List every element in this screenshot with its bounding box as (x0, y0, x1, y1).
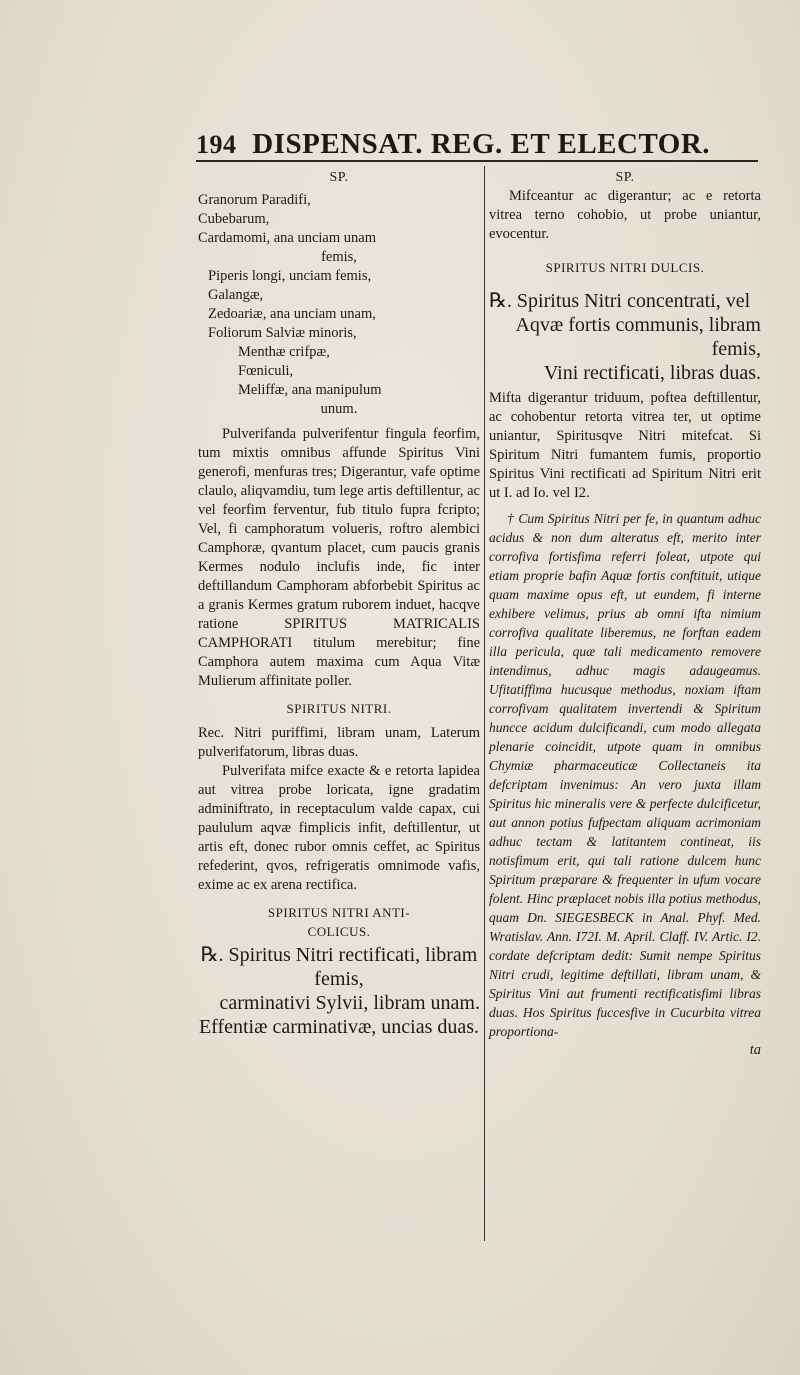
section-heading: SPIRITUS NITRI ANTI- (267, 905, 411, 920)
ingredient: femis, (321, 249, 357, 265)
recipe-line: ℞. Spiritus Nitri concentrati, vel (489, 290, 751, 312)
page-number: 194 (196, 130, 237, 159)
ingredient: Cubebarum, (198, 211, 270, 227)
recipe-line: ℞. Spiritus Nitri rectificati, libram femis, (200, 944, 478, 990)
ingredient: Granorum Paradifi, (198, 192, 311, 208)
sp-mark: SP. (329, 170, 349, 185)
section-heading: SPIRITUS NITRI. (286, 701, 392, 716)
recipe: Rec. Nitri puriffimi, libram unam, Laterum pulverifatorum, libras duas. (198, 725, 480, 760)
ingredient: Piperis longi, unciam femis, (208, 268, 372, 284)
running-title: DISPENSAT. REG. ET ELECTOR. (252, 128, 711, 160)
ingredient: Fœniculi, (238, 363, 294, 379)
running-header (196, 128, 710, 161)
ingredient: Galangæ, (208, 287, 264, 303)
recipe-line: Effentiæ carminativæ, uncias duas. (198, 1016, 480, 1038)
ingredient: Menthæ crifpæ, (238, 344, 330, 360)
sp-mark: SP. (615, 170, 635, 185)
recipe-line: Vini rectificati, libras duas. (543, 362, 761, 384)
recipe-line: carminativi Sylvii, libram unam. (219, 992, 480, 1014)
paragraph: Pulverifanda pulverifentur fingula feorfim, tum mixtis omnibus affunde Spiritus Vini generofi, menfuras tres; Digerantur, vafe optime claulo, aliqvamdiu, tum lege artis deftillentur, ac vel feorfim ferventur, fub titulo fupra fcripto; Vel, fi camphoratum volueris, roftro alembici Camphoræ, qvantum placet, cum paucis granis Kermes nodulo inclufis inde, fic inter deftillandum Camphoram abforbebit Spiritus ac a granis Kermes gratum ruborem induet, hacqve ratione SPIRITUS MATRICALIS CAMPHORATI titulum merebitur; fine Camphora autem maxima cum Aqua Vitæ Mulierum affinitate poller. (198, 426, 480, 689)
paragraph: Mifta digerantur triduum, poftea deftillentur, ac cohobentur retorta vitrea ter, ut optime uniantur, Spiritusqve Nitri mitefcat. Si Spiritum Nitri fumantem fumis, proportio Spiritus Vini rectificati ad Spiritum Nitri erit ut I. ad Io. vel I2. (489, 390, 761, 501)
ingredient: Foliorum Salviæ minoris, (208, 325, 357, 341)
section-heading: SPIRITUS NITRI DULCIS. (545, 260, 705, 275)
ingredient: Zedoariæ, ana unciam unam, (208, 306, 376, 322)
header-rule (196, 160, 758, 162)
section-heading: COLICUS. (307, 924, 371, 939)
ingredient: Cardamomi, ana unciam unam (198, 230, 376, 246)
ingredient: unum. (320, 401, 358, 417)
left-column (198, 168, 480, 1039)
catchword: ta (749, 1042, 761, 1058)
recipe-line: Aqvæ fortis communis, libram femis, (515, 314, 761, 360)
ingredient: Meliffæ, ana manipulum (238, 382, 382, 398)
paragraph: Mifceantur ac digerantur; ac e retorta vitrea terno cohobio, ut probe uniantur, evocentur. (489, 188, 761, 242)
right-column (489, 168, 761, 1060)
paragraph: Pulverifata mifce exacte & e retorta lapidea aut vitrea probe loricata, igne gradatim adminiftrato, in receptaculum valde capax, cui paululum aqvæ fimplicis infit, deftillentur, ut artis eft, donec rubor omnis ceffet, ac Spiritus refederint, qvos, refrigeratis omnimode vafis, exime ac ex arena rectifica. (198, 763, 480, 893)
footnote: † Cum Spiritus Nitri per fe, in quantum adhuc acidus & non dum alteratus eft, merito inter corrofiva fortisfima referri foleat, utpote qui etiam proprie bafin Aquæ fortis conftituit, utique quam maxime opus eft, ut eundem, fi interne exhibere velimus, prius ab omni ifta nimium corrofiva qualitate liberemus, ne forftan eadem illa pericula, quæ tali medicamento removere intendimus, adhuc magis adaugeamus. Ufitatiffima hucusque methodus, noxiam iftam corrofivam qualitatem invertendi & Spiritum huncce acidum dulcificandi, cum modo allegata plenarie coincidit, utpote quam in omnibus Chymiæ pharmaceuticæ Collectaneis ita defcriptam invenimus: An vero juxta illam Spiritus hic mineralis vere & perfecte dulcificetur, aut annon potius fufpectam aliquam acrimoniam adhuc tectam & latitantem contineat, iis notisfimum erit, qui tali ratione dulcem hunc Spiritum præparare & frequenter in ufum vocare folent. Hinc præplacet nobis illa potius methodus, quam Dn. SIEGESBECK in Anal. Phyf. Med. Wratislav. Ann. I72I. M. April. Claff. IV. Artic. I2. cordate defcriptam dedit: Sumit nempe Spiritus Nitri crudi, legitime deftillati, libram unam, & Spiritus Vini aut frumenti rectificatisfimi libras duas. Hos Spiritus fuccesfive in Cucurbita vitrea proportiona- (489, 511, 761, 1039)
column-divider (484, 166, 485, 1241)
recipe-list (198, 191, 480, 419)
